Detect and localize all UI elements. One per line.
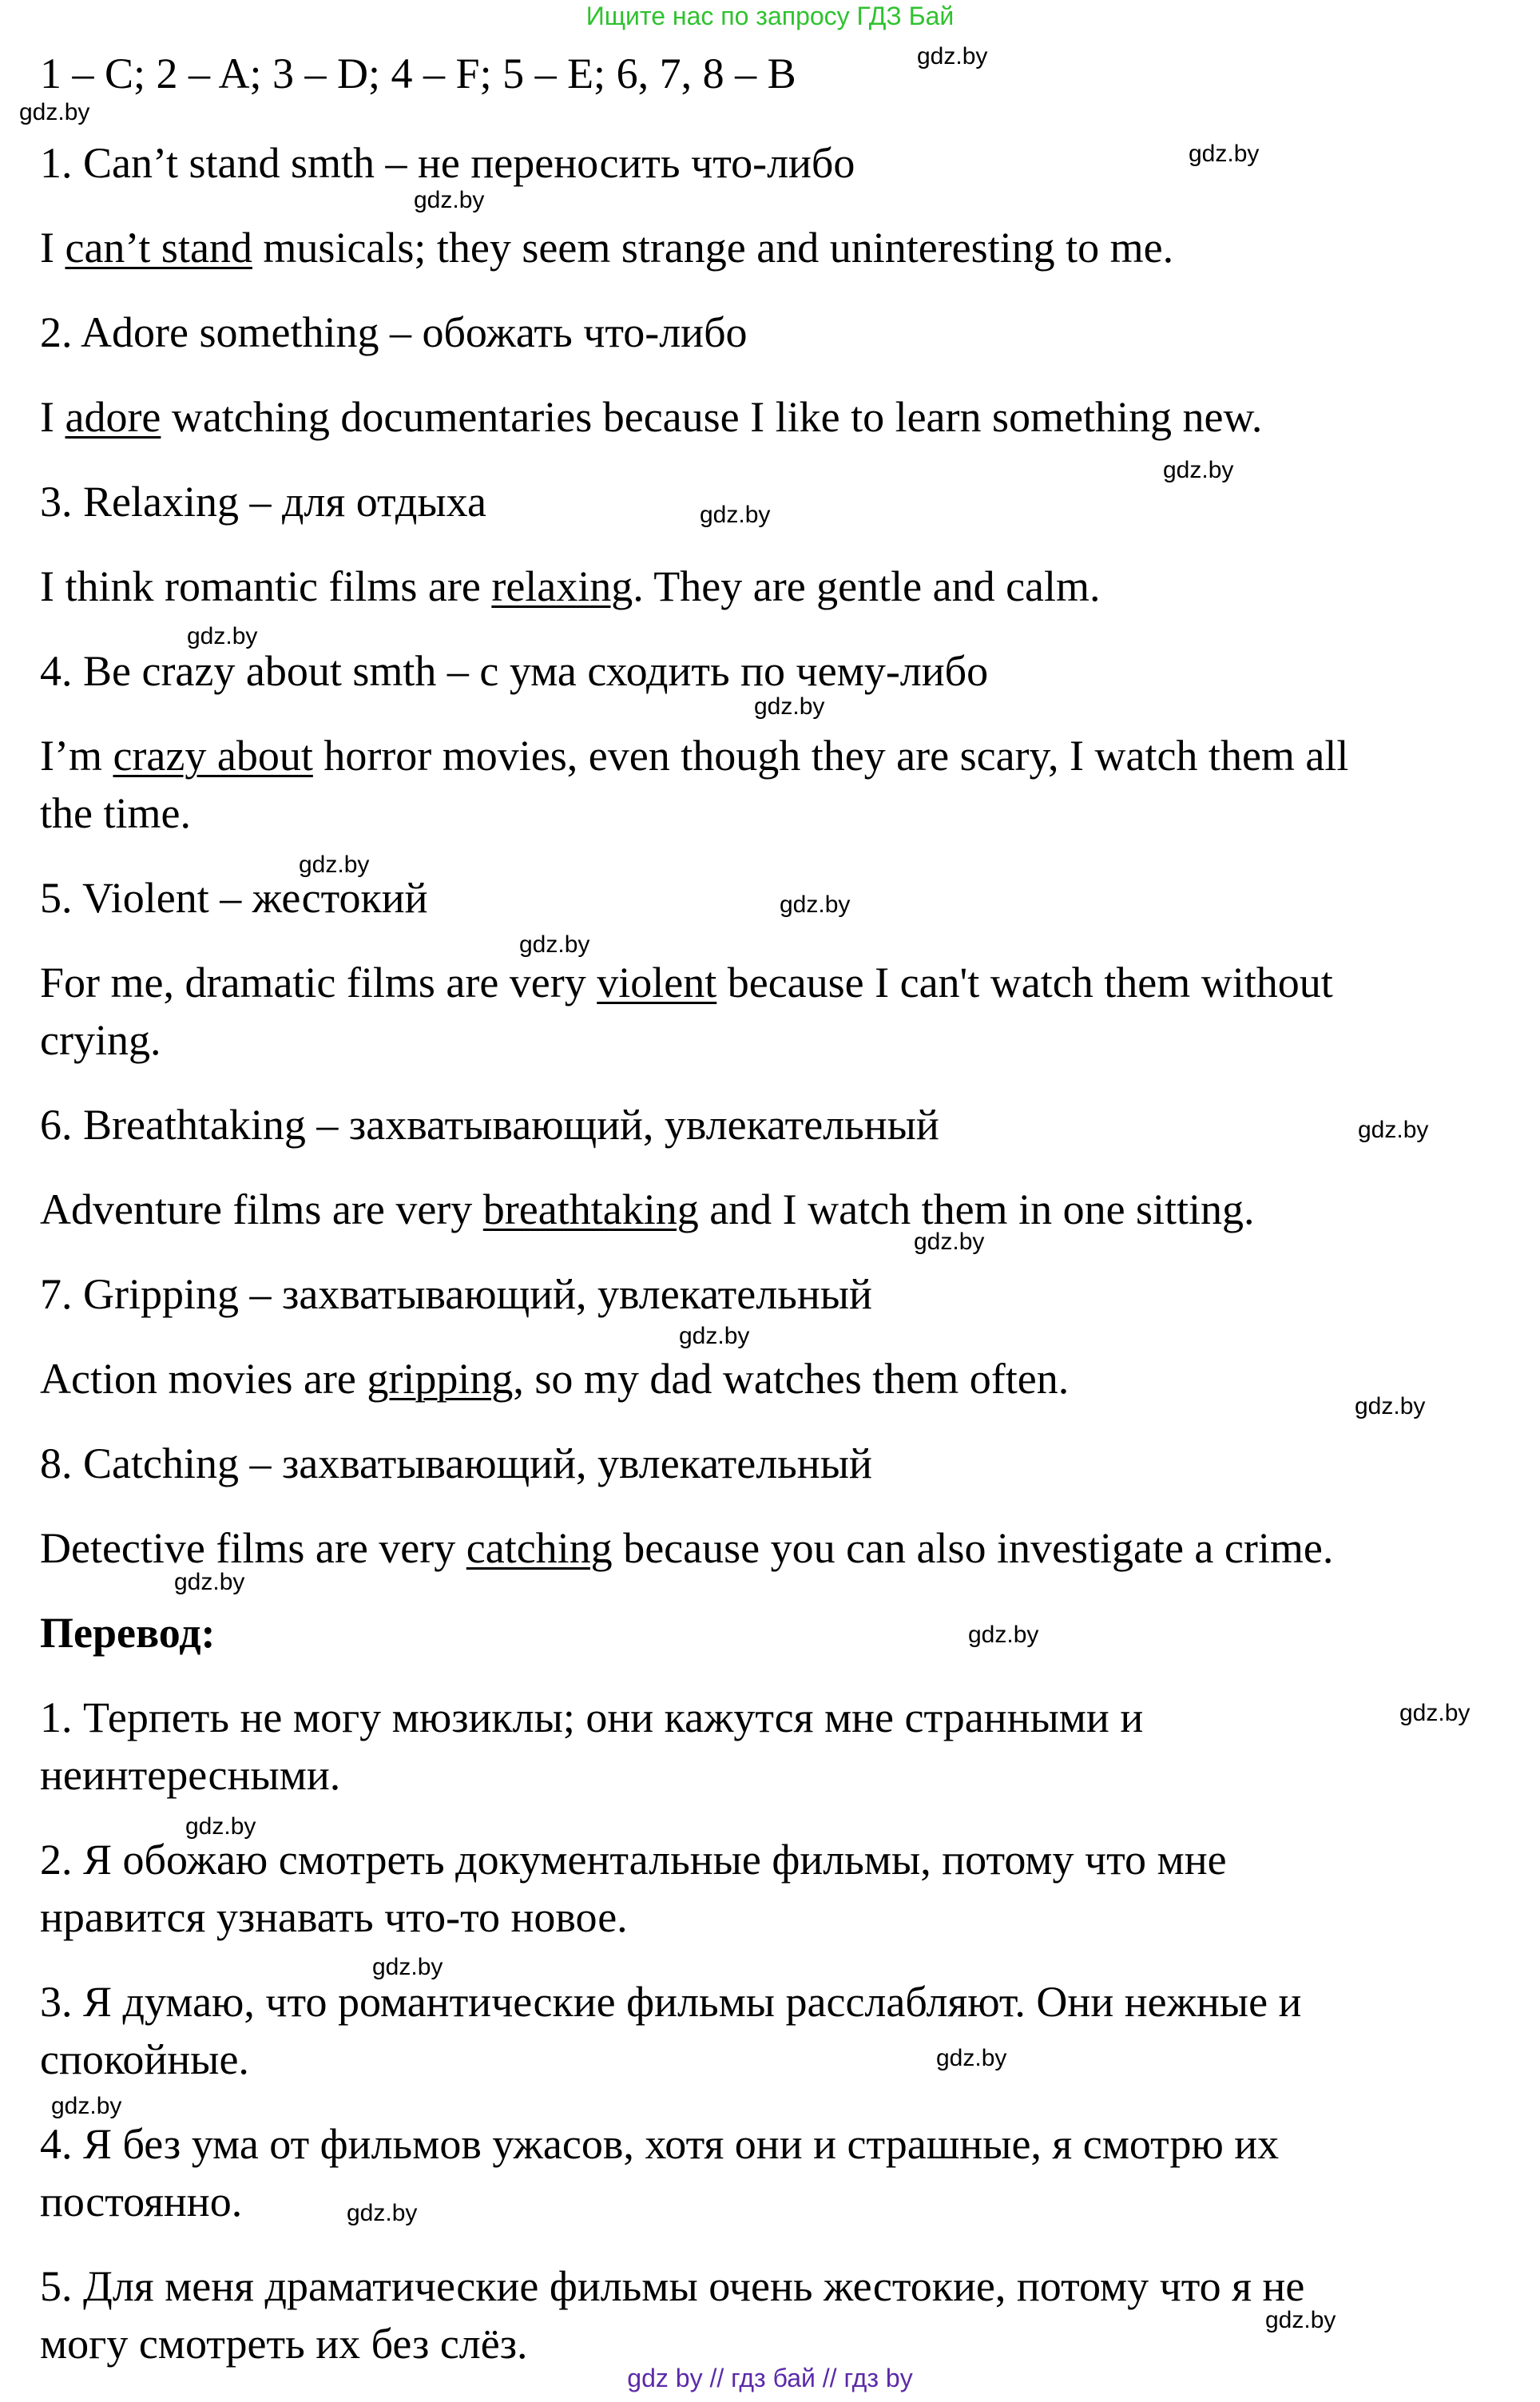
translation-line: 2. Я обожаю смотреть документальные фильмы, потому что мне [40, 1836, 1227, 1884]
item-8-highlight: catching [466, 1524, 613, 1572]
translation-line: нравится узнавать что-то новое. [40, 1893, 628, 1941]
item-5-term: 5. Violent – жестокий [40, 874, 428, 922]
watermark: gdz.by [917, 43, 988, 69]
watermark: gdz.by [1163, 457, 1234, 483]
answer-key: 1 – C; 2 – A; 3 – D; 4 – F; 5 – E; 6, 7, 8 – B [40, 50, 796, 97]
item-4-term: 4. Be crazy about smth – с ума сходить по чему-либо [40, 647, 989, 695]
item-6-example: Adventure films are very breathtaking and I watch them in one sitting. [40, 1185, 1255, 1233]
translation-line: постоянно. [40, 2178, 243, 2225]
watermark: gdz.by [414, 187, 485, 213]
watermark: gdz.by [1399, 1700, 1471, 1726]
translation-line: могу смотреть их без слёз. [40, 2320, 528, 2368]
watermark: gdz.by [187, 623, 258, 649]
item-5-example-line2: crying. [40, 1016, 161, 1064]
watermark: gdz.by [174, 1569, 245, 1595]
footer-links[interactable]: gdz by // гдз бай // гдз by [627, 2364, 913, 2392]
item-4-example-line2: the time. [40, 789, 191, 837]
translation-line: неинтересными. [40, 1751, 341, 1799]
item-2-example: I adore watching documentaries because I like to learn something new. [40, 393, 1263, 441]
watermark: gdz.by [1265, 2307, 1336, 2333]
item-6-highlight: breathtaking [482, 1185, 699, 1233]
watermark: gdz.by [936, 2045, 1007, 2071]
watermark: gdz.by [679, 1323, 750, 1349]
translation-heading: Перевод: [40, 1609, 216, 1657]
item-2-highlight: adore [65, 393, 161, 441]
watermark: gdz.by [519, 931, 590, 958]
item-5-highlight: violent [597, 959, 717, 1006]
item-7-term: 7. Gripping – захватывающий, увлекательный [40, 1270, 872, 1318]
watermark: gdz.by [185, 1813, 256, 1840]
watermark: gdz.by [1358, 1117, 1429, 1143]
item-3-term: 3. Relaxing – для отдыха [40, 478, 486, 526]
watermark: gdz.by [700, 502, 771, 528]
item-7-example: Action movies are gripping, so my dad watches them often. [40, 1355, 1070, 1403]
translation-line: спокойные. [40, 2035, 249, 2083]
watermark: gdz.by [780, 891, 851, 918]
item-7-highlight: gripping [367, 1355, 514, 1403]
item-1-term: 1. Can’t stand smth – не переносить что-либо [40, 139, 855, 187]
watermark: gdz.by [914, 1229, 985, 1255]
item-3-highlight: relaxing [491, 562, 633, 610]
item-5-example: For me, dramatic films are very violent because I can't watch them without [40, 959, 1333, 1006]
translation-line: 3. Я думаю, что романтические фильмы расслабляют. Они нежные и [40, 1978, 1302, 2026]
item-2-term: 2. Adore something – обожать что-либо [40, 308, 748, 356]
item-1-highlight: can’t stand [65, 224, 252, 272]
translation-line: 1. Терпеть не могу мюзиклы; они кажутся мне странными и [40, 1693, 1144, 1741]
translation-line: 5. Для меня драматические фильмы очень жестокие, потому что я не [40, 2262, 1305, 2310]
watermark: gdz.by [51, 2093, 122, 2119]
watermark: gdz.by [754, 693, 825, 720]
search-hint-link[interactable]: Ищите нас по запросу ГДЗ Бай [585, 2, 955, 30]
watermark: gdz.by [347, 2200, 418, 2226]
watermark: gdz.by [372, 1954, 443, 1980]
translation-line: 4. Я без ума от фильмов ужасов, хотя они и страшные, я смотрю их [40, 2120, 1280, 2168]
item-1-example: I can’t stand musicals; they seem strange and uninteresting to me. [40, 224, 1174, 272]
watermark: gdz.by [1189, 141, 1260, 167]
item-8-example: Detective films are very catching because you can also investigate a crime. [40, 1524, 1334, 1572]
item-3-example: I think romantic films are relaxing. They are gentle and calm. [40, 562, 1101, 610]
item-4-highlight: crazy about [113, 732, 313, 780]
item-8-term: 8. Catching – захватывающий, увлекательный [40, 1439, 872, 1487]
watermark: gdz.by [19, 99, 90, 125]
watermark: gdz.by [299, 852, 370, 878]
watermark: gdz.by [968, 1622, 1039, 1648]
item-4-example: I’m crazy about horror movies, even though they are scary, I watch them all [40, 732, 1349, 780]
watermark: gdz.by [1355, 1393, 1426, 1419]
item-6-term: 6. Breathtaking – захватывающий, увлекательный [40, 1101, 939, 1149]
